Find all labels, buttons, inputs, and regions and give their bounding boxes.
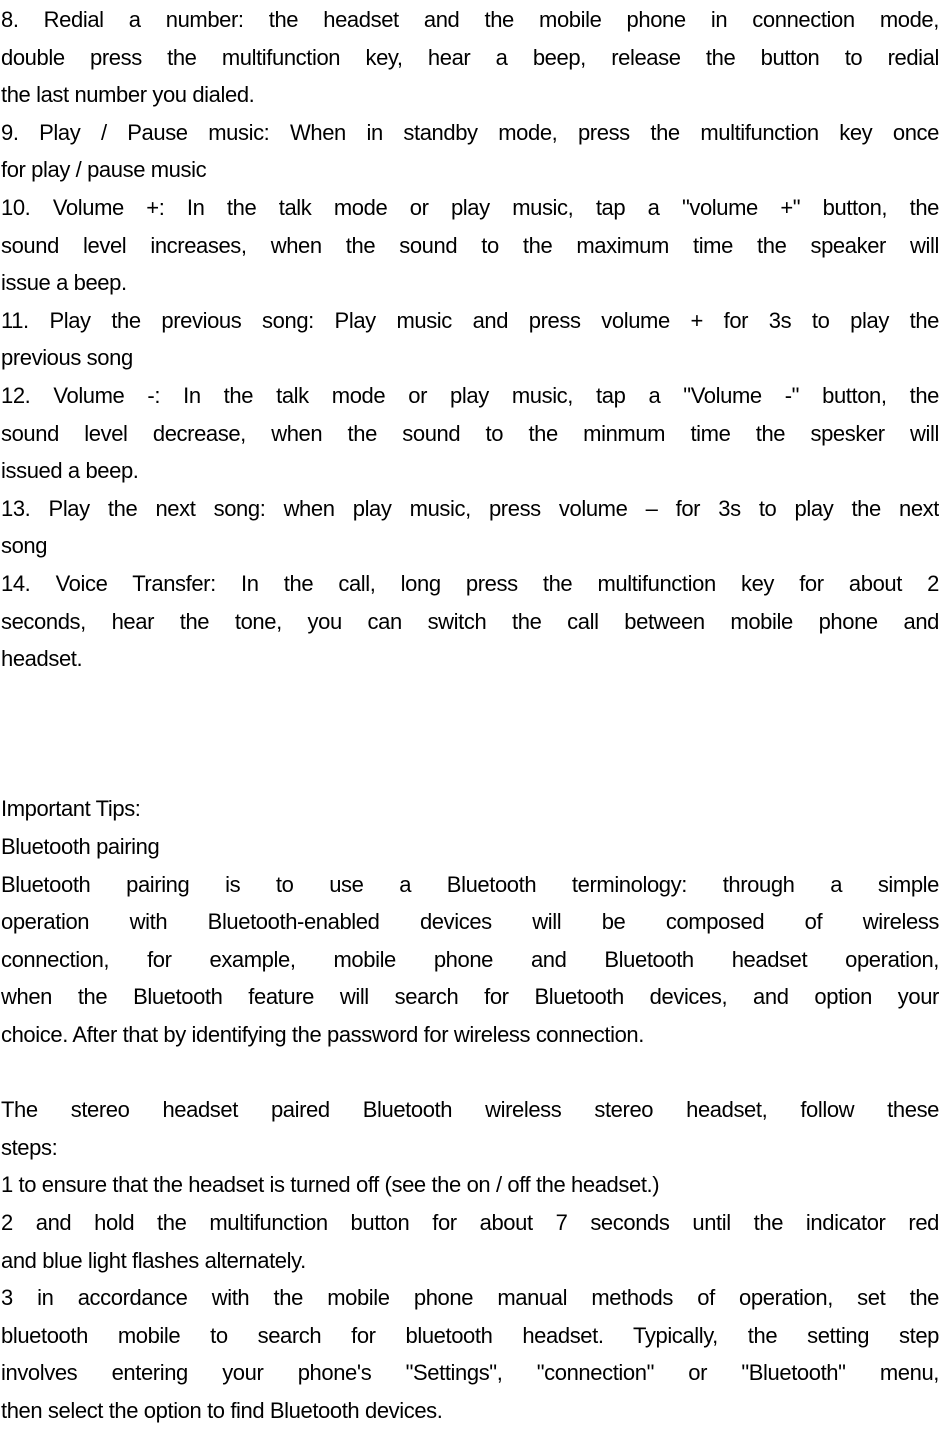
text-line: 9. Play / Pause music: When in standby mode, press the multifunction key once [1, 119, 939, 145]
paragraph [1, 790, 939, 828]
text-line: Bluetooth pairing [1, 834, 160, 860]
blank-line [1, 678, 939, 716]
paragraph [1, 828, 939, 866]
paragraph [1, 189, 939, 302]
text-line: sound level increases, when the sound to the maximum time the speaker will [1, 232, 939, 258]
paragraph [1, 1166, 939, 1204]
text-line: Important Tips: [1, 796, 141, 822]
text-line: 10. Volume +: In the talk mode or play music, tap a "volume +" button, the [1, 194, 939, 220]
paragraph [1, 302, 939, 377]
paragraph [1, 565, 939, 678]
text-line: steps: [1, 1134, 58, 1160]
paragraph [1, 490, 939, 565]
paragraph [1, 1204, 939, 1279]
text-line: 13. Play the next song: when play music, press volume – for 3s to play the next [1, 495, 939, 521]
blank-line [1, 1054, 939, 1092]
text-line: Bluetooth pairing is to use a Bluetooth terminology: through a simple [1, 871, 939, 897]
text-line: connection, for example, mobile phone and Bluetooth headset operation, [1, 946, 939, 972]
text-line: seconds, hear the tone, you can switch the call between mobile phone and [1, 608, 939, 634]
text-line: bluetooth mobile to search for bluetooth headset. Typically, the setting step [1, 1322, 939, 1348]
text-line: The stereo headset paired Bluetooth wireless stereo headset, follow these [1, 1097, 939, 1123]
paragraph [1, 1279, 939, 1429]
text-line: previous song [1, 345, 133, 371]
text-line: and blue light flashes alternately. [1, 1247, 306, 1273]
text-line: for play / pause music [1, 157, 207, 183]
text-line: 11. Play the previous song: Play music and press volume + for 3s to play the [1, 307, 939, 333]
blank-line [1, 715, 939, 753]
text-line: then select the option to find Bluetooth devices. [1, 1397, 443, 1423]
text-line: 14. Voice Transfer: In the call, long press the multifunction key for about 2 [1, 570, 939, 596]
text-line: 8. Redial a number: the headset and the mobile phone in connection mode, [1, 7, 939, 32]
text-line: choice. After that by identifying the password for wireless connection. [1, 1022, 644, 1048]
blank-line [1, 753, 939, 791]
text-line: headset. [1, 646, 83, 672]
text-line: 3 in accordance with the mobile phone manual methods of operation, set the [1, 1285, 939, 1311]
text-line: song [1, 533, 48, 559]
paragraph [1, 1091, 939, 1166]
paragraph [1, 1, 939, 114]
text-line: involves entering your phone's "Settings", "connection" or "Bluetooth" menu, [1, 1360, 939, 1386]
text-line: issued a beep. [1, 458, 139, 484]
text-line: 12. Volume -: In the talk mode or play music, tap a "Volume -" button, the [1, 382, 939, 408]
paragraph [1, 114, 939, 189]
text-line: 2 and hold the multifunction button for about 7 seconds until the indicator red [1, 1210, 939, 1235]
text-line: 1 to ensure that the headset is turned off (see the on / off the headset.) [1, 1172, 660, 1198]
text-line: issue a beep. [1, 270, 127, 296]
paragraph [1, 866, 939, 1054]
document-page [1, 1, 939, 1430]
text-line: operation with Bluetooth-enabled devices will be composed of wireless [1, 909, 939, 935]
text-line: when the Bluetooth feature will search for Bluetooth devices, and option your [1, 984, 939, 1010]
text-line: the last number you dialed. [1, 82, 255, 108]
text-line: double press the multifunction key, hear a beep, release the button to redial [1, 44, 939, 70]
paragraph [1, 377, 939, 490]
text-line: sound level decrease, when the sound to the minmum time the spesker will [1, 420, 939, 446]
